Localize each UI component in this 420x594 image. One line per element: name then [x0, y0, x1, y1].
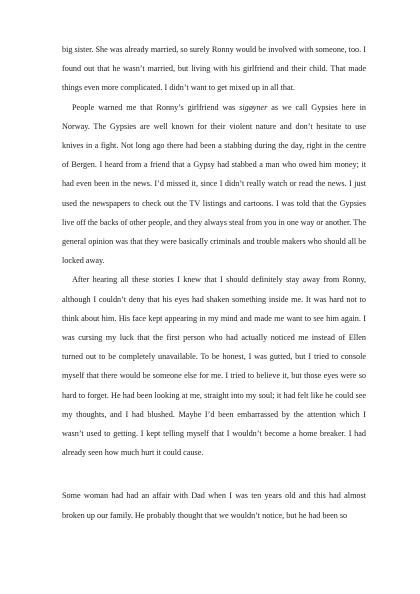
paragraph-1 — [62, 40, 366, 98]
text-line: centre of Bergen. I heard from a friend that a Gypsy had stabbed a man who owed him — [62, 141, 366, 170]
text-line: in one way or another. The general opinion was that they were basically criminals and — [62, 217, 366, 247]
text-line: the news. I just used the newspapers to check out the TV listings and cartoons. I was — [62, 179, 366, 208]
text-line: Ellen turned out to be completely unavailable. To be honest, I was gutted, but I tried to — [62, 333, 367, 362]
paragraph-3 — [62, 270, 366, 462]
text-line: trouble makers who should all be locked away. — [62, 237, 367, 266]
paragraph-4 — [62, 486, 366, 524]
text-line: knives in a fight. Not long ago there had been a stabbing during the day, right in the — [62, 141, 344, 151]
text-line: broken up our family. He probably thought that we wouldn’t notice, but he had been so — [62, 510, 348, 520]
text-line: again. I was cursing my luck that the first person who had actually noticed me instead of — [62, 313, 366, 343]
text-line-start: People warned me that Ronny’s girlfriend was — [72, 102, 240, 112]
text-line: to think about him. His face kept appearing in my mind and made me want to see him — [62, 294, 367, 323]
text-line: told that the Gypsies live off the backs of other people, and they always steal from you — [62, 198, 366, 227]
text-line: After hearing all these stories I knew that I should definitely stay away from Ronny, — [72, 275, 366, 285]
text-line: big sister. She was already married, so surely Ronny would be involved with someone, — [62, 45, 347, 54]
text-line: attention which I wasn’t used to getting. I kept telling myself that I wouldn’t become a — [62, 409, 366, 439]
text-line: money; it had even been in the news. I’d missed it, since I didn’t really watch or read — [62, 160, 367, 189]
emphasized-word: sigøyner — [239, 102, 268, 112]
text-line: too. I found out that he wasn’t married, but living with his girlfriend and their child. — [62, 45, 366, 74]
text-line: Some woman had had an affair with Dad when I was ten years old and this had almost — [62, 491, 366, 501]
text-line: That made things even more complicated. I didn’t want to get mixed up in all that. — [62, 64, 366, 93]
text-line: home breaker. I had already seen how much hurt it could cause. — [62, 429, 366, 458]
text-line: eyes were so hard to forget. He had been looking at me, straight into my soul; it had felt — [62, 371, 366, 400]
text-line-end: as we call Gypsies here in — [267, 102, 366, 112]
text-line: although I couldn’t deny that his eyes had shaken something inside me. It was hard not — [62, 294, 357, 304]
text-line: like he could see my thoughts, and I had blushed. Maybe I’d been embarrassed by the — [62, 390, 367, 419]
paragraph-2 — [62, 98, 366, 271]
text-line: Norway. The Gypsies are well known for their violent nature and don’t hesitate to use — [62, 121, 366, 131]
text-line: console myself that there would be someone else for me. I tried to believe it, but those — [62, 352, 367, 381]
